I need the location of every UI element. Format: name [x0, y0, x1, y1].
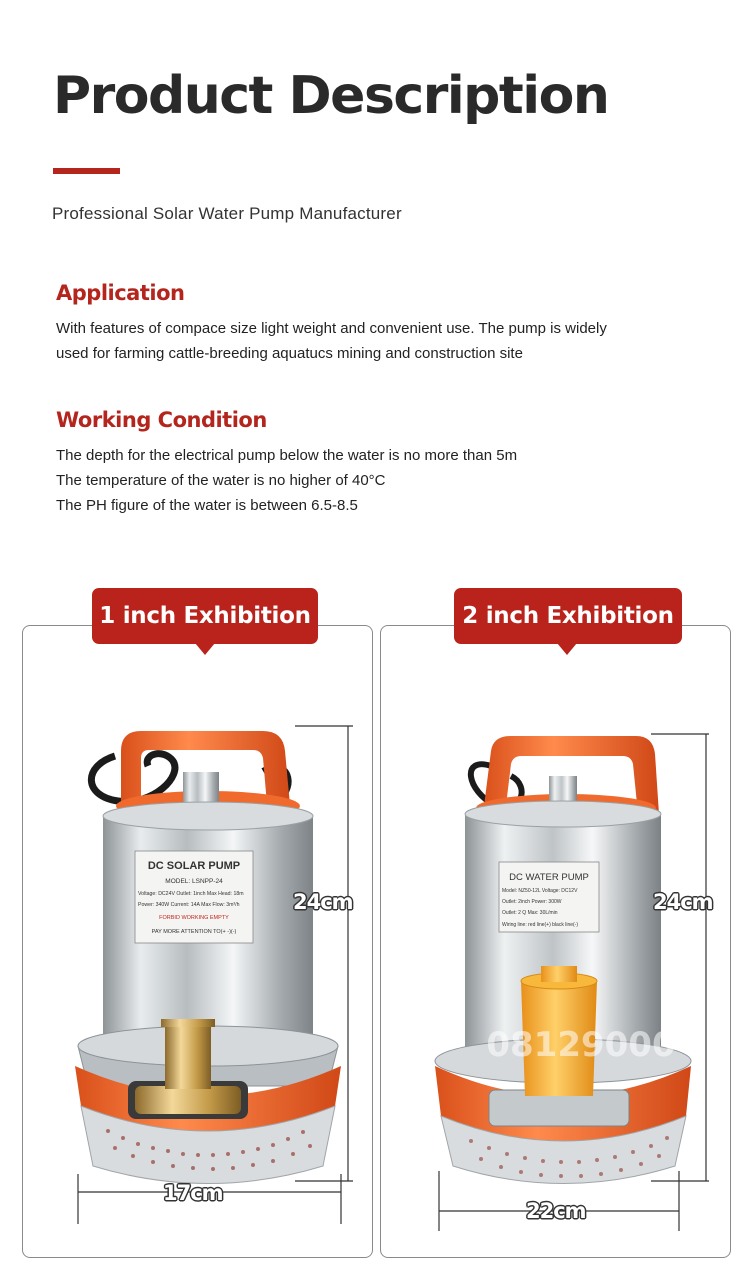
exhibition-card-2inch — [380, 625, 731, 1258]
svg-text:Power: 340W Current: 14A Max: Power: 340W Current: 14A Max Flow: 3m³/h — [138, 902, 240, 908]
condition-line: The depth for the electrical pump below the water is no more than 5m — [56, 447, 518, 464]
svg-text:MODEL: LSNPP-24: MODEL: LSNPP-24 — [165, 878, 223, 885]
pump-label — [135, 851, 253, 943]
application-text — [56, 316, 607, 366]
application-line: used for farming cattle-breeding aquatucs mining and construction site — [56, 345, 523, 362]
page-title: Product Description — [53, 66, 609, 126]
svg-text:Outlet: 2 Q Max: 30L/min: Outlet: 2 Q Max: 30L/min — [502, 910, 558, 916]
exhibition-card-1inch — [22, 625, 373, 1258]
working-condition-heading: Working Condition — [56, 408, 267, 432]
condition-line: The temperature of the water is no higher of 40°C — [56, 472, 386, 489]
watermark: 08129000 — [486, 1025, 676, 1065]
tag-pointer — [195, 643, 215, 655]
width-dimension-label: 17cm — [163, 1181, 223, 1205]
tag-pointer — [557, 643, 577, 655]
svg-text:Wiring line: red line(+) black: Wiring line: red line(+) black line(-) — [502, 922, 578, 928]
width-dimension-label: 22cm — [526, 1199, 586, 1223]
page-subtitle: Professional Solar Water Pump Manufacturer — [52, 204, 402, 223]
working-condition-text — [56, 443, 517, 518]
application-line: With features of compace size light weight and convenient use. The pump is widely — [56, 320, 607, 337]
condition-line: The PH figure of the water is between 6.5-8.5 — [56, 497, 358, 514]
exhibition-tag-1inch: 1 inch Exhibition — [92, 588, 318, 644]
application-heading: Application — [56, 281, 185, 305]
exhibition-tag-2inch: 2 inch Exhibition — [454, 588, 682, 644]
height-dimension-label: 24cm — [293, 890, 353, 914]
svg-text:DC WATER PUMP: DC WATER PUMP — [509, 872, 589, 883]
svg-text:FORBID WORKING EMPTY: FORBID WORKING EMPTY — [159, 915, 229, 921]
pump-label — [499, 862, 599, 932]
pump-1inch-image — [23, 626, 374, 1259]
brass-outlet — [165, 1019, 211, 1089]
height-dimension-label: 24cm — [653, 890, 713, 914]
svg-text:Outlet: 2inch Power: 300W: Outlet: 2inch Power: 300W — [502, 899, 562, 905]
title-underline — [53, 168, 120, 174]
svg-text:Model: NZ50-12L Voltage: DC12: Model: NZ50-12L Voltage: DC12V — [502, 888, 578, 894]
svg-text:Voltage: DC24V Outlet: 1inch: Voltage: DC24V Outlet: 1inch Max Head: 18m — [138, 891, 244, 897]
svg-text:PAY MORE ATTENTION TO(+ -)(-): PAY MORE ATTENTION TO(+ -)(-) — [151, 929, 237, 935]
svg-text:DC SOLAR PUMP: DC SOLAR PUMP — [147, 860, 241, 872]
pump-2inch-image — [381, 626, 732, 1259]
